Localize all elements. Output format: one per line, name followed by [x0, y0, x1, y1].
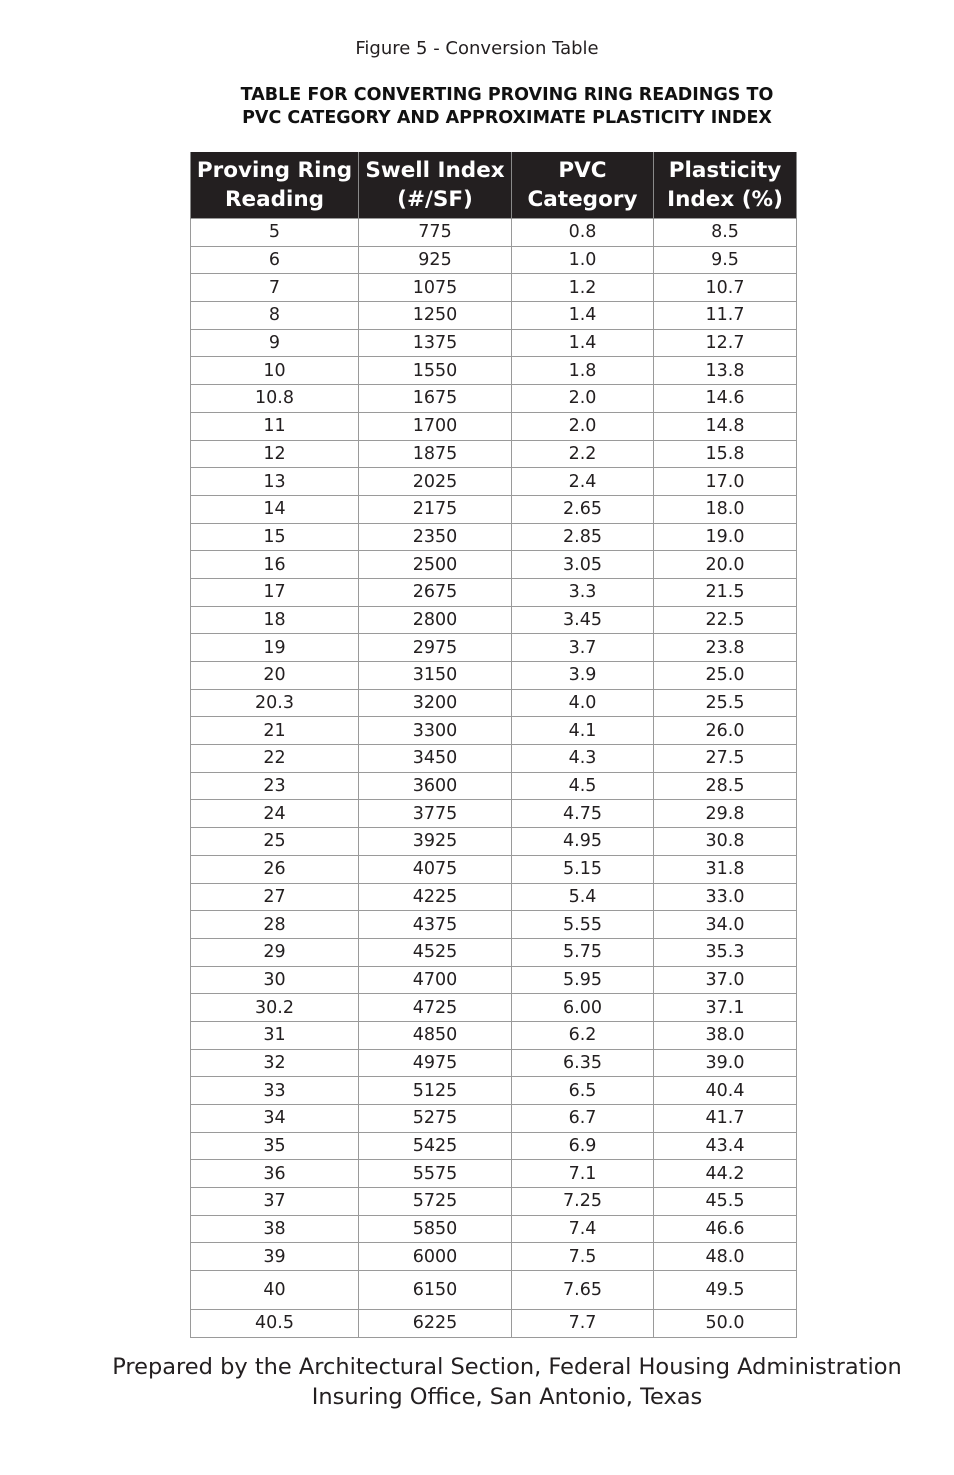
cell-proving-ring-reading: 20.3 — [191, 689, 359, 717]
cell-plasticity-index: 13.8 — [654, 357, 797, 385]
cell-plasticity-index: 25.0 — [654, 662, 797, 690]
cell-proving-ring-reading: 8 — [191, 302, 359, 330]
cell-plasticity-index: 34.0 — [654, 911, 797, 939]
table-row — [191, 1188, 797, 1216]
table-title — [0, 84, 954, 130]
table-row — [191, 828, 797, 856]
cell-pvc-category: 2.0 — [512, 412, 654, 440]
cell-proving-ring-reading: 34 — [191, 1105, 359, 1133]
cell-pvc-category: 1.8 — [512, 357, 654, 385]
cell-swell-index: 4975 — [359, 1049, 512, 1077]
table-title-line-2: PVC CATEGORY AND APPROXIMATE PLASTICITY INDEX — [242, 108, 772, 128]
conversion-table — [190, 152, 797, 1338]
cell-plasticity-index: 14.8 — [654, 412, 797, 440]
cell-proving-ring-reading: 36 — [191, 1160, 359, 1188]
cell-pvc-category: 6.2 — [512, 1021, 654, 1049]
cell-swell-index: 4700 — [359, 966, 512, 994]
cell-swell-index: 2175 — [359, 495, 512, 523]
cell-proving-ring-reading: 39 — [191, 1243, 359, 1271]
cell-proving-ring-reading: 27 — [191, 883, 359, 911]
cell-swell-index: 5725 — [359, 1188, 512, 1216]
cell-proving-ring-reading: 23 — [191, 772, 359, 800]
cell-pvc-category: 5.95 — [512, 966, 654, 994]
cell-plasticity-index: 49.5 — [654, 1271, 797, 1310]
cell-plasticity-index: 18.0 — [654, 495, 797, 523]
cell-swell-index: 4525 — [359, 938, 512, 966]
header-line: Category — [527, 187, 638, 212]
prepared-by-credit — [0, 1352, 954, 1412]
cell-swell-index: 6150 — [359, 1271, 512, 1310]
cell-proving-ring-reading: 21 — [191, 717, 359, 745]
table-row — [191, 689, 797, 717]
cell-plasticity-index: 12.7 — [654, 329, 797, 357]
cell-proving-ring-reading: 30.2 — [191, 994, 359, 1022]
cell-plasticity-index: 21.5 — [654, 578, 797, 606]
cell-swell-index: 3600 — [359, 772, 512, 800]
cell-plasticity-index: 25.5 — [654, 689, 797, 717]
cell-proving-ring-reading: 40.5 — [191, 1310, 359, 1338]
cell-pvc-category: 5.75 — [512, 938, 654, 966]
cell-swell-index: 4850 — [359, 1021, 512, 1049]
cell-plasticity-index: 33.0 — [654, 883, 797, 911]
cell-pvc-category: 6.00 — [512, 994, 654, 1022]
cell-swell-index: 2350 — [359, 523, 512, 551]
table-row — [191, 357, 797, 385]
header-line: PVC — [558, 158, 607, 183]
cell-pvc-category: 2.65 — [512, 495, 654, 523]
cell-swell-index: 4725 — [359, 994, 512, 1022]
cell-pvc-category: 7.1 — [512, 1160, 654, 1188]
table-row — [191, 966, 797, 994]
cell-plasticity-index: 37.0 — [654, 966, 797, 994]
cell-pvc-category: 1.0 — [512, 246, 654, 274]
cell-pvc-category: 1.4 — [512, 302, 654, 330]
cell-proving-ring-reading: 40 — [191, 1271, 359, 1310]
cell-swell-index: 2800 — [359, 606, 512, 634]
header-row — [191, 152, 797, 219]
cell-swell-index: 775 — [359, 219, 512, 247]
cell-swell-index: 1250 — [359, 302, 512, 330]
cell-pvc-category: 3.05 — [512, 551, 654, 579]
cell-plasticity-index: 28.5 — [654, 772, 797, 800]
table-row — [191, 302, 797, 330]
cell-swell-index: 5425 — [359, 1132, 512, 1160]
header-swell-index — [359, 152, 512, 219]
header-line: (#/SF) — [397, 187, 473, 212]
cell-pvc-category: 3.45 — [512, 606, 654, 634]
cell-swell-index: 3300 — [359, 717, 512, 745]
header-plasticity-index — [654, 152, 797, 219]
cell-proving-ring-reading: 18 — [191, 606, 359, 634]
cell-pvc-category: 3.7 — [512, 634, 654, 662]
header-line: Reading — [224, 187, 325, 212]
cell-swell-index: 1675 — [359, 385, 512, 413]
cell-proving-ring-reading: 38 — [191, 1215, 359, 1243]
cell-swell-index: 2500 — [359, 551, 512, 579]
cell-plasticity-index: 10.7 — [654, 274, 797, 302]
cell-pvc-category: 6.7 — [512, 1105, 654, 1133]
table-row — [191, 440, 797, 468]
cell-plasticity-index: 44.2 — [654, 1160, 797, 1188]
table-row — [191, 855, 797, 883]
cell-proving-ring-reading: 15 — [191, 523, 359, 551]
cell-plasticity-index: 19.0 — [654, 523, 797, 551]
table-row — [191, 1132, 797, 1160]
cell-plasticity-index: 29.8 — [654, 800, 797, 828]
cell-proving-ring-reading: 26 — [191, 855, 359, 883]
header-pvc-category — [512, 152, 654, 219]
table-row — [191, 551, 797, 579]
cell-proving-ring-reading: 31 — [191, 1021, 359, 1049]
table-row — [191, 1215, 797, 1243]
table-row — [191, 523, 797, 551]
cell-proving-ring-reading: 16 — [191, 551, 359, 579]
cell-plasticity-index: 30.8 — [654, 828, 797, 856]
cell-swell-index: 3150 — [359, 662, 512, 690]
cell-pvc-category: 1.4 — [512, 329, 654, 357]
cell-plasticity-index: 23.8 — [654, 634, 797, 662]
figure-caption: Figure 5 - Conversion Table — [355, 38, 599, 59]
cell-plasticity-index: 39.0 — [654, 1049, 797, 1077]
table-row — [191, 994, 797, 1022]
table-row — [191, 274, 797, 302]
cell-plasticity-index: 35.3 — [654, 938, 797, 966]
cell-plasticity-index: 38.0 — [654, 1021, 797, 1049]
cell-plasticity-index: 48.0 — [654, 1243, 797, 1271]
cell-plasticity-index: 8.5 — [654, 219, 797, 247]
cell-pvc-category: 4.0 — [512, 689, 654, 717]
cell-proving-ring-reading: 9 — [191, 329, 359, 357]
cell-swell-index: 3775 — [359, 800, 512, 828]
table-row — [191, 745, 797, 773]
cell-pvc-category: 3.3 — [512, 578, 654, 606]
table-row — [191, 385, 797, 413]
cell-proving-ring-reading: 29 — [191, 938, 359, 966]
cell-plasticity-index: 45.5 — [654, 1188, 797, 1216]
cell-swell-index: 3925 — [359, 828, 512, 856]
cell-pvc-category: 6.5 — [512, 1077, 654, 1105]
cell-proving-ring-reading: 14 — [191, 495, 359, 523]
cell-plasticity-index: 17.0 — [654, 468, 797, 496]
cell-swell-index: 3450 — [359, 745, 512, 773]
table-row — [191, 634, 797, 662]
cell-pvc-category: 2.0 — [512, 385, 654, 413]
table-row — [191, 606, 797, 634]
table-row — [191, 883, 797, 911]
table-row — [191, 911, 797, 939]
header-line: Swell Index — [365, 158, 505, 183]
table-row — [191, 495, 797, 523]
table-row — [191, 1243, 797, 1271]
table-row — [191, 412, 797, 440]
cell-proving-ring-reading: 5 — [191, 219, 359, 247]
cell-pvc-category: 6.35 — [512, 1049, 654, 1077]
table-title-line-1: TABLE FOR CONVERTING PROVING RING READINGS TO — [240, 85, 774, 105]
table-header — [191, 152, 797, 219]
cell-proving-ring-reading: 11 — [191, 412, 359, 440]
cell-swell-index: 2675 — [359, 578, 512, 606]
prepared-by-line-2: Insuring Office, San Antonio, Texas — [311, 1384, 703, 1410]
cell-plasticity-index: 14.6 — [654, 385, 797, 413]
cell-proving-ring-reading: 32 — [191, 1049, 359, 1077]
cell-pvc-category: 4.75 — [512, 800, 654, 828]
cell-plasticity-index: 9.5 — [654, 246, 797, 274]
cell-proving-ring-reading: 30 — [191, 966, 359, 994]
cell-swell-index: 5275 — [359, 1105, 512, 1133]
cell-pvc-category: 2.4 — [512, 468, 654, 496]
table-row — [191, 662, 797, 690]
cell-swell-index: 1700 — [359, 412, 512, 440]
cell-proving-ring-reading: 7 — [191, 274, 359, 302]
cell-plasticity-index: 46.6 — [654, 1215, 797, 1243]
cell-swell-index: 925 — [359, 246, 512, 274]
cell-proving-ring-reading: 28 — [191, 911, 359, 939]
cell-pvc-category: 7.4 — [512, 1215, 654, 1243]
cell-pvc-category: 5.15 — [512, 855, 654, 883]
cell-pvc-category: 2.85 — [512, 523, 654, 551]
cell-plasticity-index: 50.0 — [654, 1310, 797, 1338]
cell-proving-ring-reading: 22 — [191, 745, 359, 773]
cell-plasticity-index: 27.5 — [654, 745, 797, 773]
cell-proving-ring-reading: 10 — [191, 357, 359, 385]
table-row — [191, 1160, 797, 1188]
cell-plasticity-index: 41.7 — [654, 1105, 797, 1133]
cell-pvc-category: 7.5 — [512, 1243, 654, 1271]
cell-swell-index: 5125 — [359, 1077, 512, 1105]
prepared-by-line-1: Prepared by the Architectural Section, Federal Housing Administration — [112, 1354, 902, 1380]
cell-swell-index: 1875 — [359, 440, 512, 468]
table-row — [191, 1271, 797, 1310]
cell-proving-ring-reading: 13 — [191, 468, 359, 496]
table-row — [191, 717, 797, 745]
cell-pvc-category: 5.55 — [512, 911, 654, 939]
cell-swell-index: 6225 — [359, 1310, 512, 1338]
cell-proving-ring-reading: 24 — [191, 800, 359, 828]
cell-swell-index: 6000 — [359, 1243, 512, 1271]
table-row — [191, 1105, 797, 1133]
table-row — [191, 1077, 797, 1105]
table-row — [191, 772, 797, 800]
header-line: Index (%) — [667, 187, 783, 212]
cell-swell-index: 1075 — [359, 274, 512, 302]
cell-proving-ring-reading: 17 — [191, 578, 359, 606]
table-row — [191, 1310, 797, 1338]
cell-proving-ring-reading: 20 — [191, 662, 359, 690]
cell-pvc-category: 4.3 — [512, 745, 654, 773]
cell-pvc-category: 0.8 — [512, 219, 654, 247]
cell-plasticity-index: 31.8 — [654, 855, 797, 883]
cell-swell-index: 5575 — [359, 1160, 512, 1188]
cell-swell-index: 4075 — [359, 855, 512, 883]
cell-plasticity-index: 43.4 — [654, 1132, 797, 1160]
cell-proving-ring-reading: 12 — [191, 440, 359, 468]
cell-swell-index: 2975 — [359, 634, 512, 662]
table-row — [191, 329, 797, 357]
cell-proving-ring-reading: 19 — [191, 634, 359, 662]
header-line: Proving Ring — [196, 158, 353, 183]
cell-pvc-category: 4.1 — [512, 717, 654, 745]
cell-proving-ring-reading: 25 — [191, 828, 359, 856]
cell-pvc-category: 2.2 — [512, 440, 654, 468]
cell-pvc-category: 4.5 — [512, 772, 654, 800]
table-row — [191, 938, 797, 966]
cell-swell-index: 4375 — [359, 911, 512, 939]
header-line: Plasticity — [668, 158, 782, 183]
cell-swell-index: 4225 — [359, 883, 512, 911]
table-row — [191, 578, 797, 606]
table-row — [191, 1021, 797, 1049]
cell-swell-index: 3200 — [359, 689, 512, 717]
cell-swell-index: 1375 — [359, 329, 512, 357]
cell-plasticity-index: 40.4 — [654, 1077, 797, 1105]
cell-pvc-category: 7.7 — [512, 1310, 654, 1338]
cell-proving-ring-reading: 33 — [191, 1077, 359, 1105]
table-row — [191, 468, 797, 496]
table-row — [191, 219, 797, 247]
cell-pvc-category: 3.9 — [512, 662, 654, 690]
cell-pvc-category: 5.4 — [512, 883, 654, 911]
cell-proving-ring-reading: 37 — [191, 1188, 359, 1216]
cell-plasticity-index: 20.0 — [654, 551, 797, 579]
cell-plasticity-index: 11.7 — [654, 302, 797, 330]
table-row — [191, 246, 797, 274]
cell-plasticity-index: 15.8 — [654, 440, 797, 468]
cell-plasticity-index: 37.1 — [654, 994, 797, 1022]
cell-swell-index: 1550 — [359, 357, 512, 385]
cell-pvc-category: 7.65 — [512, 1271, 654, 1310]
cell-pvc-category: 1.2 — [512, 274, 654, 302]
cell-swell-index: 5850 — [359, 1215, 512, 1243]
cell-swell-index: 2025 — [359, 468, 512, 496]
cell-proving-ring-reading: 10.8 — [191, 385, 359, 413]
header-proving-ring-reading — [191, 152, 359, 219]
cell-pvc-category: 7.25 — [512, 1188, 654, 1216]
cell-pvc-category: 4.95 — [512, 828, 654, 856]
table-body — [191, 219, 797, 1338]
cell-proving-ring-reading: 6 — [191, 246, 359, 274]
table-row — [191, 800, 797, 828]
cell-pvc-category: 6.9 — [512, 1132, 654, 1160]
cell-plasticity-index: 22.5 — [654, 606, 797, 634]
cell-proving-ring-reading: 35 — [191, 1132, 359, 1160]
table-row — [191, 1049, 797, 1077]
cell-plasticity-index: 26.0 — [654, 717, 797, 745]
